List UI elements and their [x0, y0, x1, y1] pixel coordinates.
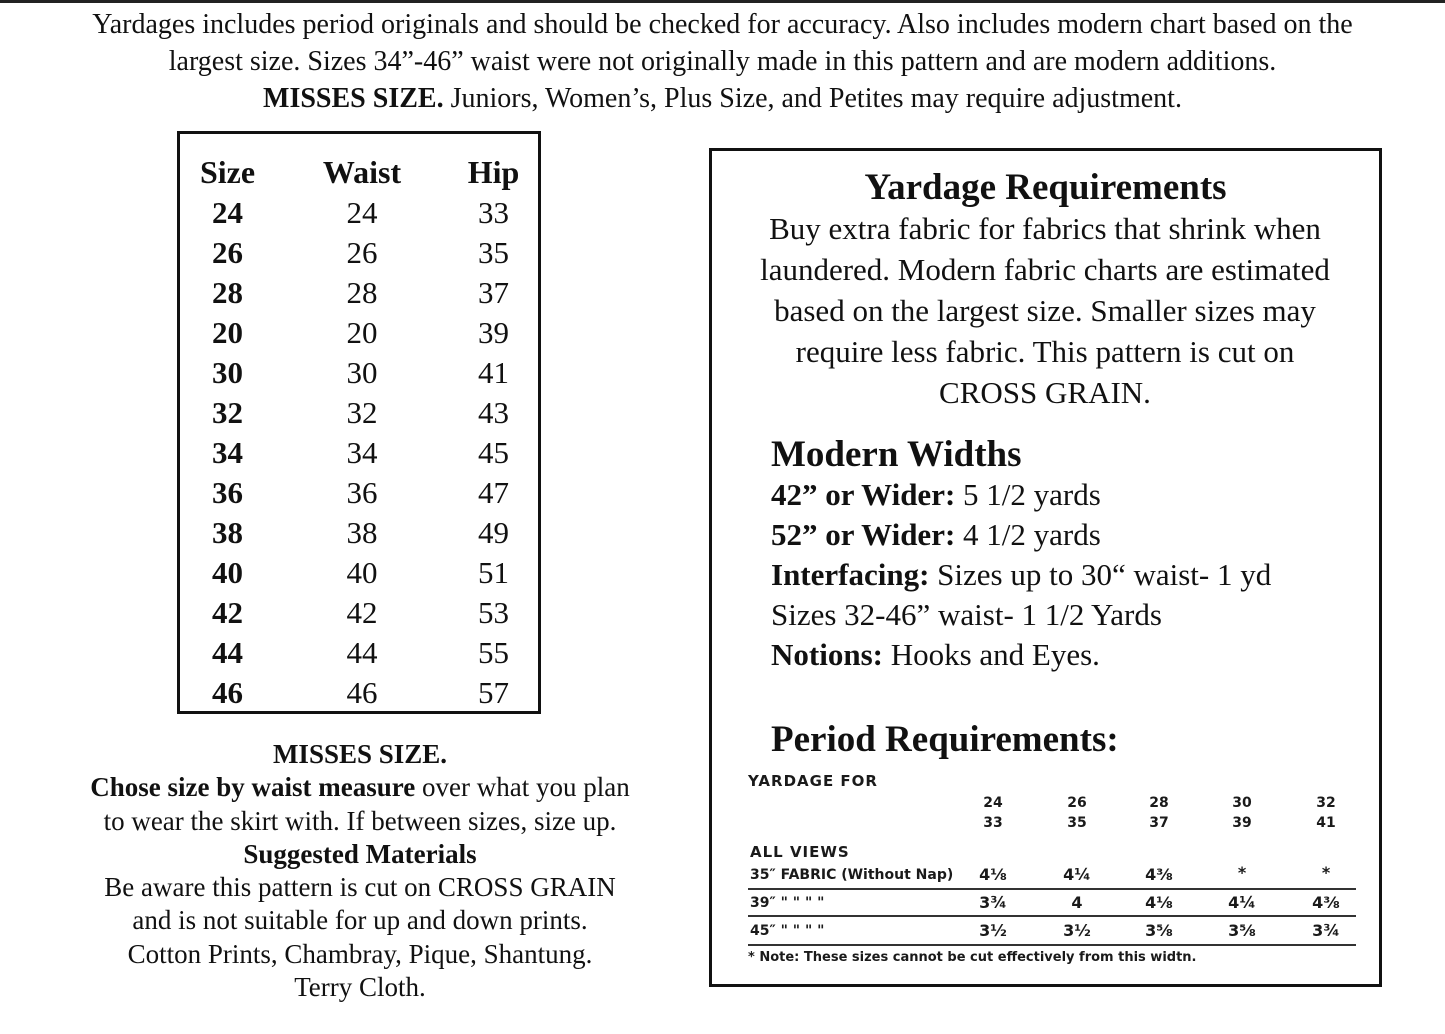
size-row: [180, 393, 538, 433]
hip-cell: 39: [478, 315, 509, 350]
suggested-materials-title: Suggested Materials: [243, 838, 477, 869]
period-cell: *: [1237, 863, 1247, 882]
yardage-text-line: based on the largest size. Smaller sizes may: [774, 293, 1316, 328]
size-cell: 24: [212, 195, 243, 230]
hip-cell: 33: [478, 195, 509, 230]
period-cell: 4¼: [1228, 893, 1256, 912]
hip-cell: 57: [478, 675, 509, 710]
width-42-label: 42” or Wider:: [771, 477, 956, 512]
waist-cell: 44: [346, 635, 378, 670]
intro-misses-bold: MISSES SIZE.: [263, 83, 444, 114]
period-cell: 3⅝: [1145, 921, 1173, 940]
period-cell: 4⅛: [979, 865, 1007, 884]
size-row: [180, 593, 538, 633]
period-col-size: 24: [983, 795, 1003, 811]
hip-cell: 45: [478, 435, 509, 470]
size-chart-box: [177, 131, 541, 714]
notions-value: Hooks and Eyes.: [882, 637, 1100, 672]
size-row: [180, 473, 538, 513]
size-row: [180, 433, 538, 473]
interfacing-line-2: Sizes 32-46” waist- 1 1/2 Yards: [771, 597, 1162, 632]
period-yardage-table: [712, 151, 1379, 984]
yardage-text-line: CROSS GRAIN.: [939, 375, 1151, 410]
period-col-hip: 33: [983, 815, 1003, 831]
period-col-size: 30: [1232, 795, 1252, 811]
size-cell: 28: [212, 275, 243, 310]
intro-text: [0, 6, 1445, 117]
size-row: [180, 353, 538, 393]
size-row: [180, 313, 538, 353]
period-col-hip: 41: [1316, 815, 1336, 831]
header-hip: Hip: [467, 153, 520, 190]
yardage-title: Yardage Requirements: [864, 167, 1227, 208]
period-rule: [748, 915, 1356, 917]
size-cell: 34: [212, 435, 243, 470]
size-cell: 36: [212, 475, 243, 510]
misses-title: MISSES SIZE.: [272, 739, 448, 769]
size-cell: 40: [212, 555, 243, 590]
period-col-size: 28: [1149, 795, 1169, 811]
yardage-text-line: Buy extra fabric for fabrics that shrink when: [769, 211, 1321, 246]
yardage-box: [709, 148, 1382, 987]
notions-label: Notions:: [771, 637, 883, 672]
size-cell: 42: [212, 595, 243, 630]
period-row-label: 39″ " " " ": [750, 895, 825, 911]
period-row-label: 45″ " " " ": [750, 923, 825, 939]
period-requirements-title: Period Requirements:: [771, 719, 1119, 760]
waist-cell: 34: [346, 435, 378, 470]
size-table-header: [180, 151, 538, 193]
size-cell: 46: [212, 675, 243, 710]
intro-line-3-rest: Juniors, Women’s, Plus Size, and Petites may require adjustment.: [443, 83, 1182, 114]
period-cell: 3¾: [1312, 921, 1340, 940]
period-cell: 4¼: [1063, 865, 1091, 884]
misses-line-6: and is not suitable for up and down prints.: [132, 905, 588, 936]
interfacing-value: Sizes up to 30“ waist- 1 yd: [929, 557, 1272, 592]
period-cell: 3¾: [979, 893, 1007, 912]
period-cell: *: [1321, 863, 1331, 882]
size-row: [180, 273, 538, 313]
period-all-views: ALL VIEWS: [750, 843, 850, 861]
waist-cell: 32: [346, 395, 378, 430]
hip-cell: 43: [478, 395, 509, 430]
intro-line-3: [0, 80, 1445, 117]
hip-cell: 53: [478, 595, 509, 630]
modern-widths-title: Modern Widths: [771, 434, 1022, 475]
hip-cell: 41: [478, 355, 509, 390]
misses-line-8: Terry Cloth.: [294, 972, 426, 1003]
period-col-size: 26: [1067, 795, 1087, 811]
period-cell: 4: [1071, 893, 1083, 912]
waist-cell: 30: [346, 355, 378, 390]
waist-cell: 42: [346, 595, 378, 630]
width-52-value: 4 1/2 yards: [955, 517, 1101, 552]
size-table-body: [180, 193, 538, 713]
header-waist: Waist: [322, 153, 402, 190]
header-size: Size: [199, 153, 256, 190]
period-rule: [748, 944, 1356, 946]
misses-choose-line: [40, 771, 680, 804]
width-52-label: 52” or Wider:: [771, 517, 956, 552]
period-col-hip: 35: [1067, 815, 1087, 831]
period-rule: [748, 888, 1356, 890]
misses-line-3: to wear the skirt with. If between sizes, size up.: [103, 805, 617, 836]
period-row-label: 35″ FABRIC (Without Nap): [750, 867, 954, 883]
size-table: [180, 151, 538, 713]
intro-line-2: largest size. Sizes 34”-46” waist were not originally made in this pattern and are modern additions.: [168, 46, 1277, 77]
period-cell: 4⅜: [1312, 893, 1340, 912]
period-cell: 4⅜: [1145, 865, 1173, 884]
waist-cell: 36: [346, 475, 378, 510]
yardage-text-line: require less fabric. This pattern is cut on: [795, 334, 1295, 369]
hip-cell: 35: [478, 235, 509, 270]
misses-line-5: Be aware this pattern is cut on CROSS GRAIN: [104, 872, 616, 903]
period-col-hip: 37: [1149, 815, 1169, 831]
period-col-size: 32: [1316, 795, 1336, 811]
size-row: [180, 193, 538, 233]
hip-cell: 47: [478, 475, 509, 510]
period-cell: 3½: [979, 921, 1007, 940]
period-col-hip: 39: [1232, 815, 1252, 831]
width-42-value: 5 1/2 yards: [955, 477, 1101, 512]
size-row: [180, 233, 538, 273]
misses-choose-rest: over what you plan: [415, 772, 630, 803]
period-cell: 3⅝: [1228, 921, 1256, 940]
waist-cell: 38: [346, 515, 378, 550]
waist-cell: 24: [346, 195, 378, 230]
period-cell: 4⅛: [1145, 893, 1173, 912]
size-cell: 26: [212, 235, 243, 270]
yardage-text-line: laundered. Modern fabric charts are estimated: [760, 252, 1330, 287]
waist-cell: 26: [346, 235, 378, 270]
size-row: [180, 633, 538, 673]
misses-line-7: Cotton Prints, Chambray, Pique, Shantung.: [127, 938, 593, 969]
size-cell: 38: [212, 515, 243, 550]
interfacing-label: Interfacing:: [771, 557, 930, 592]
hip-cell: 55: [478, 635, 509, 670]
misses-choose-bold: Chose size by waist measure: [90, 772, 416, 803]
waist-cell: 20: [346, 315, 378, 350]
size-cell: 44: [212, 635, 243, 670]
top-rule: [0, 0, 1445, 3]
size-cell: 20: [212, 315, 243, 350]
intro-line-1: Yardages includes period originals and should be checked for accuracy. Also includes modern chart based on the: [92, 9, 1353, 40]
period-header: YARDAGE FOR: [748, 772, 878, 790]
waist-cell: 28: [346, 275, 378, 310]
hip-cell: 51: [478, 555, 509, 590]
size-row: [180, 673, 538, 713]
size-cell: 32: [212, 395, 243, 430]
misses-size-notes: [40, 738, 680, 1004]
size-row: [180, 553, 538, 593]
period-note: * Note: These sizes cannot be cut effectively from this widtn.: [748, 950, 1197, 965]
hip-cell: 49: [478, 515, 509, 550]
period-cell: 3½: [1063, 921, 1091, 940]
waist-cell: 40: [346, 555, 378, 590]
hip-cell: 37: [478, 275, 509, 310]
size-cell: 30: [212, 355, 243, 390]
size-row: [180, 513, 538, 553]
waist-cell: 46: [346, 675, 378, 710]
